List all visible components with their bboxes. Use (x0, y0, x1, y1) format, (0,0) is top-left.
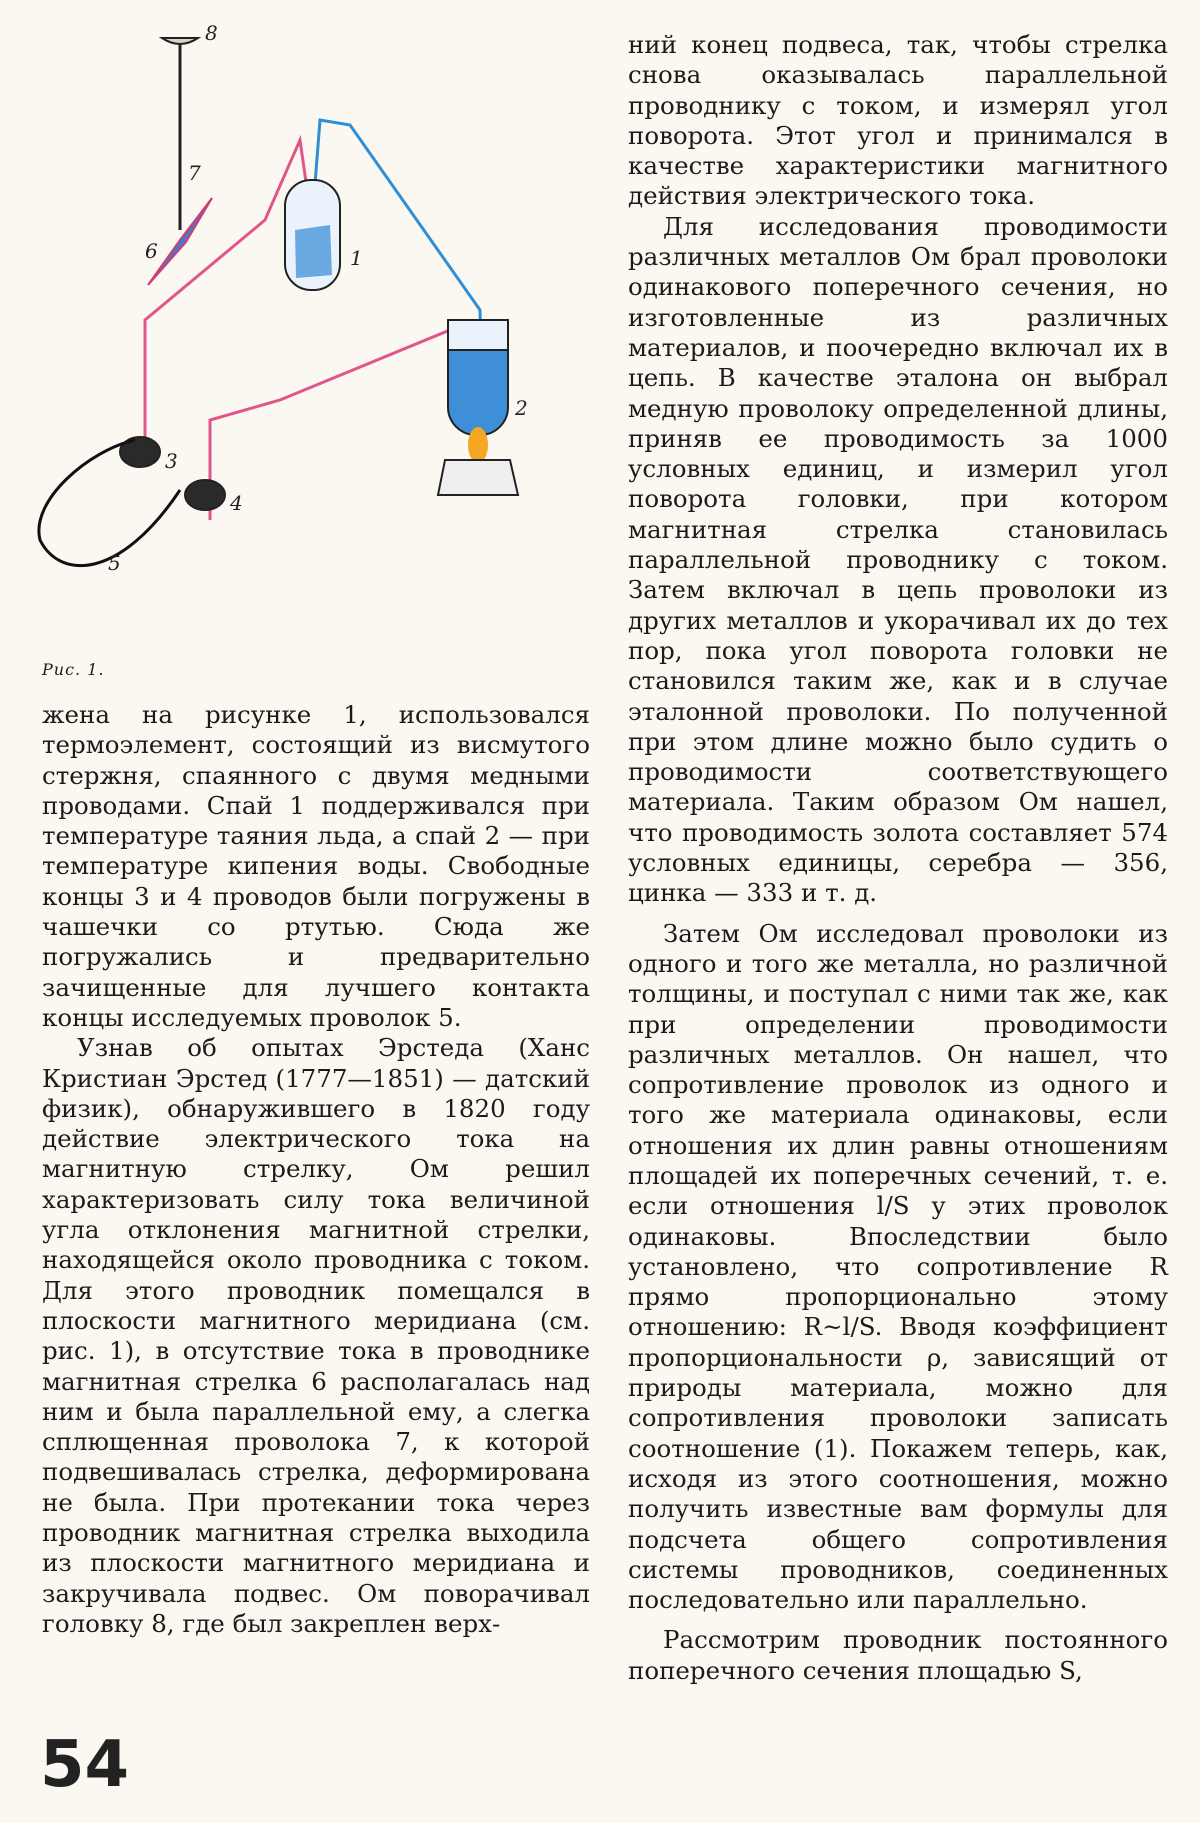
fig-label-2: 2 (515, 396, 528, 420)
paragraph: Рассмотрим проводник постоянного поперечного сечения площадью S, (628, 1625, 1168, 1685)
fig-label-4: 4 (230, 491, 243, 515)
ice-crystals (295, 225, 332, 278)
mercury-cup-4 (185, 480, 225, 510)
ohm-experiment-figure (30, 20, 600, 650)
page-number: 54 (40, 1728, 130, 1802)
fig-label-3: 3 (165, 449, 178, 473)
paragraph: ний конец подвеса, так, чтобы стрелка снова оказывалась параллельной проводнику с током, и измерял угол поворота. Этот угол и принимался в качестве характеристики магнитного действия электрического тока. (628, 30, 1168, 211)
paragraph: жена на рисунке 1, использовался термоэлемент, состоящий из висмутого стержня, спаянного с двумя медными проводами. Спай 1 поддерживался при температуре таяния льда, а спай 2 — при температуре кипения воды. Свободные концы 3 и 4 проводов были погружены в чашечки со ртутью. Сюда же погружались и предварительно зачищенные для лучшего контакта концы исследуемых проволок 5. (42, 700, 590, 1032)
right-column (628, 30, 1168, 1686)
paragraph: Затем Ом исследовал проволоки из одного и того же металла, но различной толщины, и поступал с ними так же, как при определении проводимости различных металлов. Он нашел, что сопротивление проволок из одного и того же материала одинаковы, если отношения их длин равны отношениям площадей их поперечных сечений, т. е. если отношения l/S у этих проволок одинаковы. Впоследствии было установлено, что сопротивление R прямо пропорционально этому отношению: R~l/S. Вводя коэффициент пропорциональности ρ, зависящий от природы материала, можно для сопротивления проволоки записать соотношение (1). Покажем теперь, как, исходя из этого соотношения, можно получить известные вам формулы для подсчета общего сопротивления системы проводников, соединенных последовательно или параллельно. (628, 918, 1168, 1615)
flame-icon (468, 427, 488, 463)
paragraph: Для исследования проводимости различных металлов Ом брал проволоки одинакового поперечного сечения, но изготовленные из различных материалов, и поочередно включал их в цепь. В качестве эталона он выбрал медную проволоку определенной длины, приняв ее проводимость за 1000 условных единиц, и измерил угол поворота головки, при котором магнитная стрелка становилась параллельной проводнику с током. Затем включал в цепь проволоки из других металлов и укорачивал их до тех пор, пока угол поворота головки не становился таким же, как и в случае эталонной проволоки. По полученной при этом длине можно было судить о проводимости соответствующего материала. Таким образом Ом нашел, что проводимость золота составляет 574 условных единицы, серебра — 356, цинка — 333 и т. д. (628, 211, 1168, 908)
fig-label-6: 6 (145, 239, 158, 263)
tube-2-top (448, 320, 508, 350)
figure-caption: Рис. 1. (42, 660, 105, 679)
fig-label-1: 1 (350, 246, 363, 270)
burner (438, 460, 518, 495)
left-column (42, 700, 590, 1639)
fig-label-7: 7 (188, 161, 201, 185)
paragraph: Узнав об опытах Эрстеда (Ханс Кристиан Эрстед (1777—1851) — датский физик), обнаружившего в 1820 году действие электрического тока на магнитную стрелку, Ом решил характеризовать силу тока величиной угла отклонения магнитной стрелки, находящейся около проводника с током. Для этого проводник помещался в плоскости магнитного меридиана (см. рис. 1), в отсутствие тока в проводнике магнитная стрелка 6 располагалась над ним и была параллельной ему, а слегка сплющенная проволока 7, к которой подвешивалась стрелка, деформирована не была. При протекании тока через проводник магнитная стрелка выходила из плоскости магнитного меридиана и закручивала подвес. Ом поворачивал головку 8, где был закреплен верх- (42, 1033, 590, 1638)
rotating-head-8 (162, 38, 198, 44)
fig-label-8: 8 (205, 21, 218, 45)
fig-label-5: 5 (108, 551, 121, 575)
